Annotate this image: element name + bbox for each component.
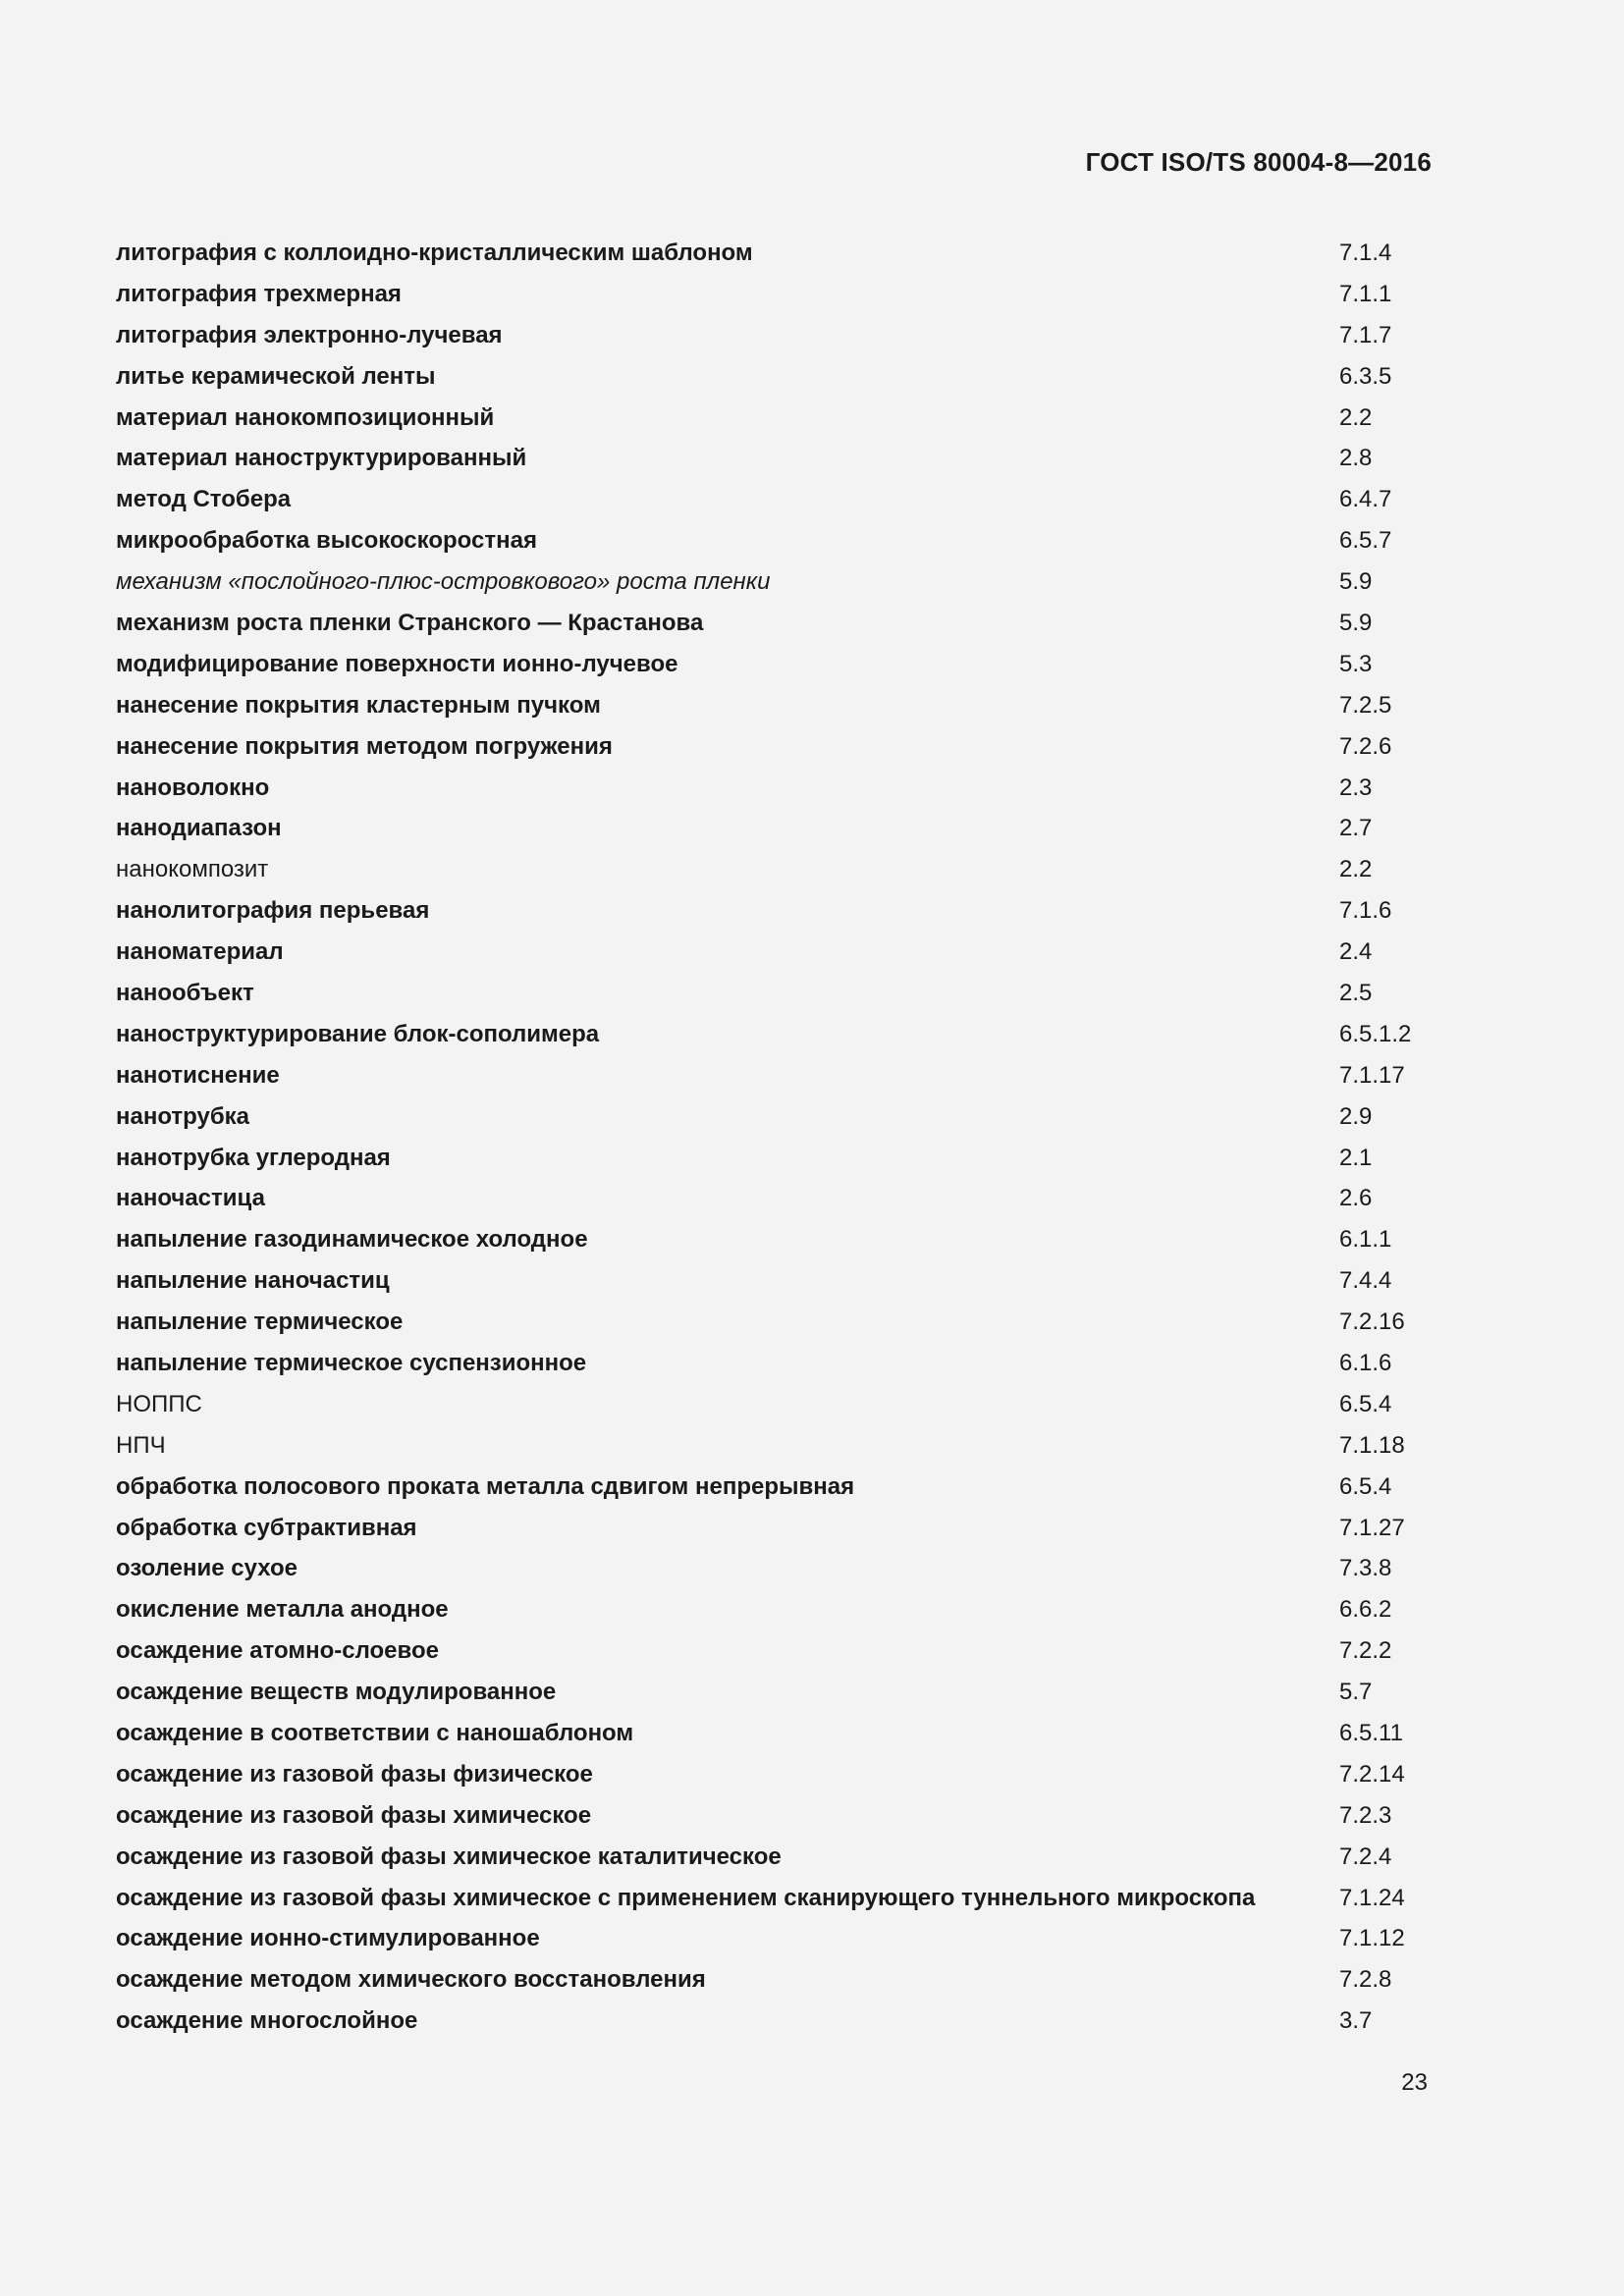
index-section-ref: 2.2 xyxy=(1339,403,1373,431)
index-section-ref: 7.2.14 xyxy=(1339,1760,1405,1788)
index-term: наноматериал xyxy=(116,938,284,966)
index-section-ref: 2.5 xyxy=(1339,979,1373,1006)
index-entry xyxy=(116,1343,1441,1384)
index-entry xyxy=(116,1795,1441,1837)
index-entry xyxy=(116,849,1441,890)
index-section-ref: 2.7 xyxy=(1339,815,1373,842)
index-term: механизм «послойного-плюс-островкового» роста пленки xyxy=(116,568,771,596)
index-section-ref: 7.2.16 xyxy=(1339,1308,1405,1336)
index-entry xyxy=(116,1754,1441,1795)
index-entry xyxy=(116,561,1441,603)
index-term: нанотрубка углеродная xyxy=(116,1144,391,1171)
index-term: напыление термическое xyxy=(116,1308,404,1336)
index-section-ref: 7.1.18 xyxy=(1339,1431,1405,1459)
index-term: модифицирование поверхности ионно-лучевое xyxy=(116,650,678,677)
index-entry xyxy=(116,1672,1441,1713)
index-section-ref: 6.5.4 xyxy=(1339,1390,1392,1417)
index-entry xyxy=(116,1589,1441,1630)
index-section-ref: 3.7 xyxy=(1339,2007,1373,2035)
index-term: озоление сухое xyxy=(116,1555,298,1582)
index-section-ref: 7.2.6 xyxy=(1339,732,1392,760)
index-section-ref: 5.9 xyxy=(1339,568,1373,596)
index-entry xyxy=(116,1178,1441,1219)
index-term: осаждение из газовой фазы химическое с применением сканирующего туннельного микроскопа xyxy=(116,1884,1256,1911)
index-entry xyxy=(116,356,1441,398)
index-entry xyxy=(116,1919,1441,1960)
index-section-ref: 7.2.2 xyxy=(1339,1637,1392,1665)
index-entry xyxy=(116,1549,1441,1590)
index-section-ref: 2.3 xyxy=(1339,774,1373,801)
index-term: литография электронно-лучевая xyxy=(116,321,503,348)
index-term: обработка полосового проката металла сдвигом непрерывная xyxy=(116,1472,855,1500)
index-section-ref: 5.7 xyxy=(1339,1679,1373,1706)
index-term: нановолокно xyxy=(116,774,270,801)
index-section-ref: 2.1 xyxy=(1339,1144,1373,1171)
index-term: осаждение веществ модулированное xyxy=(116,1679,557,1706)
index-entry xyxy=(116,233,1441,274)
index-section-ref: 7.2.3 xyxy=(1339,1801,1392,1829)
index-section-ref: 7.1.7 xyxy=(1339,321,1392,348)
index-entry xyxy=(116,1138,1441,1179)
index-entry xyxy=(116,603,1441,644)
document-header: ГОСТ ISO/TS 80004-8—2016 xyxy=(1085,147,1432,177)
index-section-ref: 7.4.4 xyxy=(1339,1267,1392,1295)
index-term: нанесение покрытия кластерным пучком xyxy=(116,691,601,719)
index-term: нанотиснение xyxy=(116,1061,280,1089)
index-section-ref: 2.2 xyxy=(1339,856,1373,883)
index-section-ref: 2.9 xyxy=(1339,1102,1373,1130)
index-section-ref: 7.1.4 xyxy=(1339,239,1392,266)
index-term: материал нанокомпозиционный xyxy=(116,403,495,431)
page-number: 23 xyxy=(1401,2069,1428,2096)
index-entry xyxy=(116,1508,1441,1549)
index-term: нанообъект xyxy=(116,979,254,1006)
index-term: обработка субтрактивная xyxy=(116,1514,417,1541)
index-entry xyxy=(116,479,1441,520)
index-term: напыление термическое суспензионное xyxy=(116,1349,587,1376)
index-term: осаждение из газовой фазы химическое каталитическое xyxy=(116,1842,782,1870)
index-entry xyxy=(116,726,1441,768)
index-section-ref: 7.1.6 xyxy=(1339,897,1392,925)
index-term: осаждение из газовой фазы химическое xyxy=(116,1801,592,1829)
index-term: осаждение из газовой фазы физическое xyxy=(116,1760,593,1788)
index-entry xyxy=(116,890,1441,932)
index-term: напыление газодинамическое холодное xyxy=(116,1226,588,1254)
index-section-ref: 6.1.6 xyxy=(1339,1349,1392,1376)
index-entry xyxy=(116,1467,1441,1508)
index-term: нанолитография перьевая xyxy=(116,897,430,925)
index-section-ref: 7.1.27 xyxy=(1339,1514,1405,1541)
index-section-ref: 2.6 xyxy=(1339,1185,1373,1212)
index-section-ref: 7.3.8 xyxy=(1339,1555,1392,1582)
index-term: НОППС xyxy=(116,1390,202,1417)
index-section-ref: 6.1.1 xyxy=(1339,1226,1392,1254)
index-entry xyxy=(116,274,1441,315)
index-term: осаждение ионно-стимулированное xyxy=(116,1925,540,1952)
index-term: наночастица xyxy=(116,1185,265,1212)
index-section-ref: 6.6.2 xyxy=(1339,1596,1392,1624)
index-section-ref: 6.5.1.2 xyxy=(1339,1020,1412,1047)
index-entry xyxy=(116,1630,1441,1672)
index-entry xyxy=(116,2001,1441,2042)
index-term: метод Стобера xyxy=(116,486,292,513)
index-term: материал наноструктурированный xyxy=(116,445,527,472)
index-section-ref: 6.5.11 xyxy=(1339,1720,1403,1746)
index-entry xyxy=(116,438,1441,479)
term-index xyxy=(116,233,1441,2042)
index-entry xyxy=(116,685,1441,726)
index-term: осаждение в соответствии с наношаблоном xyxy=(116,1720,634,1746)
index-term: микрообработка высокоскоростная xyxy=(116,527,537,555)
index-term: нанокомпозит xyxy=(116,856,269,883)
index-entry xyxy=(116,1959,1441,2001)
index-section-ref: 7.1.1 xyxy=(1339,280,1392,307)
index-section-ref: 7.2.8 xyxy=(1339,1966,1392,1994)
index-term: осаждение методом химического восстановления xyxy=(116,1966,706,1994)
index-entry xyxy=(116,1260,1441,1302)
index-section-ref: 6.3.5 xyxy=(1339,362,1392,390)
index-section-ref: 6.4.7 xyxy=(1339,486,1392,513)
index-entry xyxy=(116,520,1441,561)
index-term: литография трехмерная xyxy=(116,280,402,307)
index-section-ref: 2.4 xyxy=(1339,938,1373,966)
index-section-ref: 5.3 xyxy=(1339,650,1373,677)
index-entry xyxy=(116,1878,1441,1919)
index-entry xyxy=(116,808,1441,849)
index-entry xyxy=(116,768,1441,809)
index-section-ref: 5.9 xyxy=(1339,609,1373,636)
index-entry xyxy=(116,644,1441,685)
index-entry xyxy=(116,1055,1441,1096)
index-term: напыление наночастиц xyxy=(116,1267,390,1295)
index-section-ref: 6.5.4 xyxy=(1339,1472,1392,1500)
index-entry xyxy=(116,1219,1441,1260)
index-term: нанотрубка xyxy=(116,1102,250,1130)
index-section-ref: 2.8 xyxy=(1339,445,1373,472)
index-entry xyxy=(116,932,1441,973)
index-section-ref: 7.2.4 xyxy=(1339,1842,1392,1870)
index-section-ref: 7.1.17 xyxy=(1339,1061,1405,1089)
index-term: окисление металла анодное xyxy=(116,1596,449,1624)
index-section-ref: 6.5.7 xyxy=(1339,527,1392,555)
index-entry xyxy=(116,1425,1441,1467)
index-entry xyxy=(116,398,1441,439)
index-entry xyxy=(116,1302,1441,1343)
index-entry xyxy=(116,973,1441,1014)
index-section-ref: 7.1.12 xyxy=(1339,1925,1405,1952)
index-term: механизм роста пленки Странского — Крастанова xyxy=(116,609,704,636)
index-term: литье керамической ленты xyxy=(116,362,436,390)
index-term: осаждение атомно-слоевое xyxy=(116,1637,439,1665)
index-section-ref: 7.1.24 xyxy=(1339,1884,1405,1911)
index-entry xyxy=(116,1384,1441,1425)
index-term: осаждение многослойное xyxy=(116,2007,418,2035)
index-entry xyxy=(116,1096,1441,1138)
index-section-ref: 7.2.5 xyxy=(1339,691,1392,719)
index-term: НПЧ xyxy=(116,1431,166,1459)
index-entry xyxy=(116,1713,1441,1754)
index-term: литография с коллоидно-кристаллическим шаблоном xyxy=(116,239,753,266)
index-term: наноструктурирование блок-сополимера xyxy=(116,1020,600,1047)
index-term: нанодиапазон xyxy=(116,815,282,842)
index-term: нанесение покрытия методом погружения xyxy=(116,732,613,760)
index-entry xyxy=(116,1014,1441,1055)
index-entry xyxy=(116,315,1441,356)
index-entry xyxy=(116,1837,1441,1878)
